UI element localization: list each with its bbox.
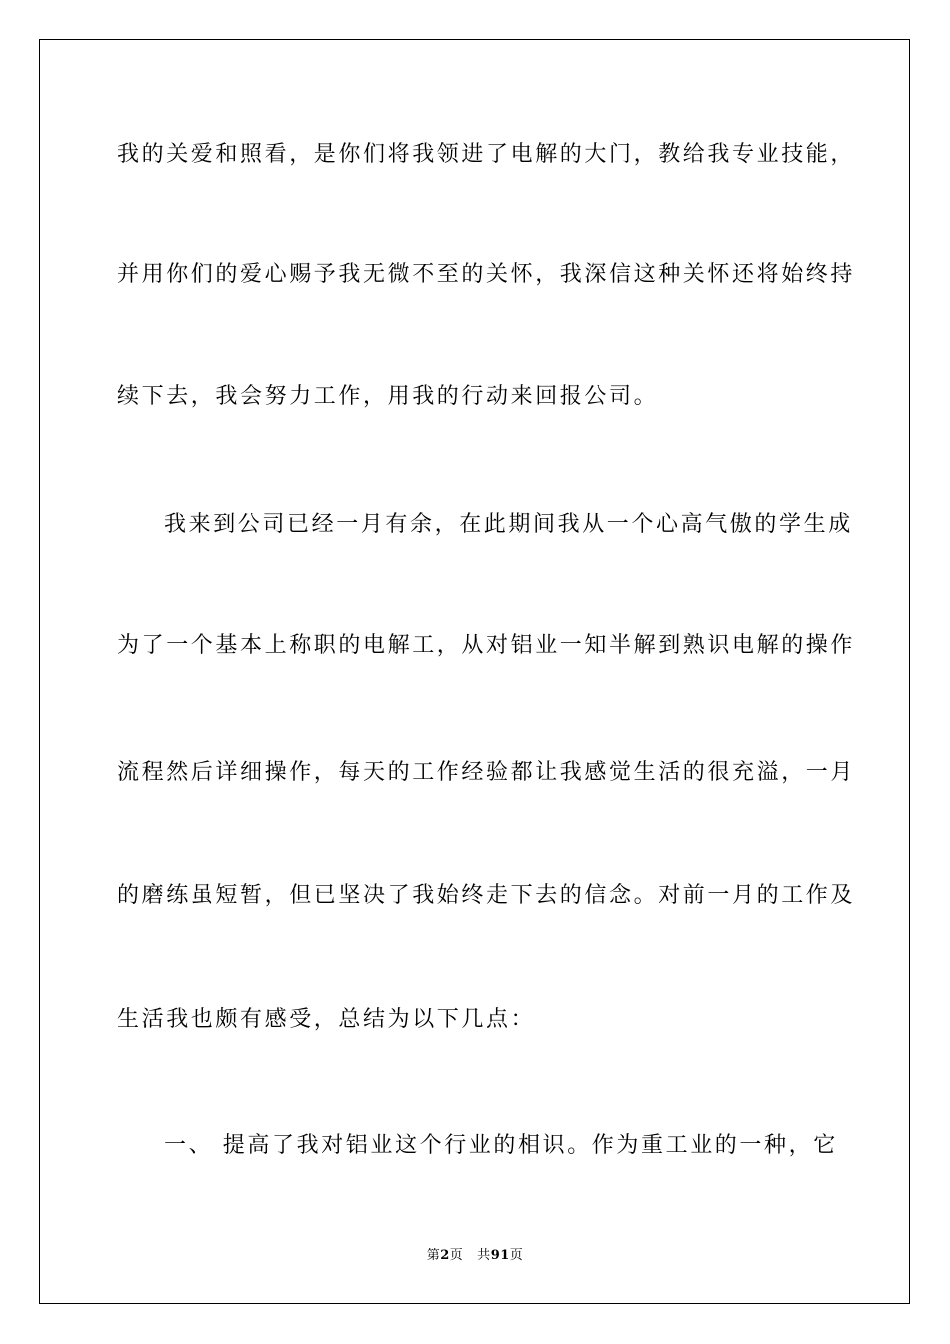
footer-page-suffix: 页 [449,1248,464,1263]
list-item-line-1: 一、 提高了我对铝业这个行业的相识。作为重工业的一种，它 [164,1133,838,1158]
footer-total-suffix: 页 [509,1248,524,1263]
paragraph-line-7: 的磨练虽短暂，但已坚决了我始终走下去的信念。对前一月的工作及 [117,883,856,908]
paragraph-line-6: 流程然后详细操作，每天的工作经验都让我感觉生活的很充溢，一月 [117,760,856,785]
paragraph-line-8: 生活我也颇有感受，总结为以下几点： [117,1007,536,1032]
footer-total-prefix: 共 [477,1248,491,1263]
paragraph-line-2: 并用你们的爱心赐予我无微不至的关怀，我深信这种关怀还将始终持 [117,262,856,287]
paragraph-line-4: 我来到公司已经一月有余，在此期间我从一个心高气傲的学生成 [164,512,853,537]
footer-page-number: 2 [440,1248,450,1263]
paragraph-line-3: 续下去，我会努力工作，用我的行动来回报公司。 [117,384,659,409]
footer-page-prefix: 第 [426,1248,441,1263]
paragraph-line-1: 我的关爱和照看，是你们将我领进了电解的大门，教给我专业技能， [117,142,856,167]
footer-total-pages: 91 [490,1248,510,1263]
paragraph-line-5: 为了一个基本上称职的电解工，从对铝业一知半解到熟识电解的操作 [117,633,856,658]
page-border [39,39,910,1304]
page-footer [0,1247,950,1265]
